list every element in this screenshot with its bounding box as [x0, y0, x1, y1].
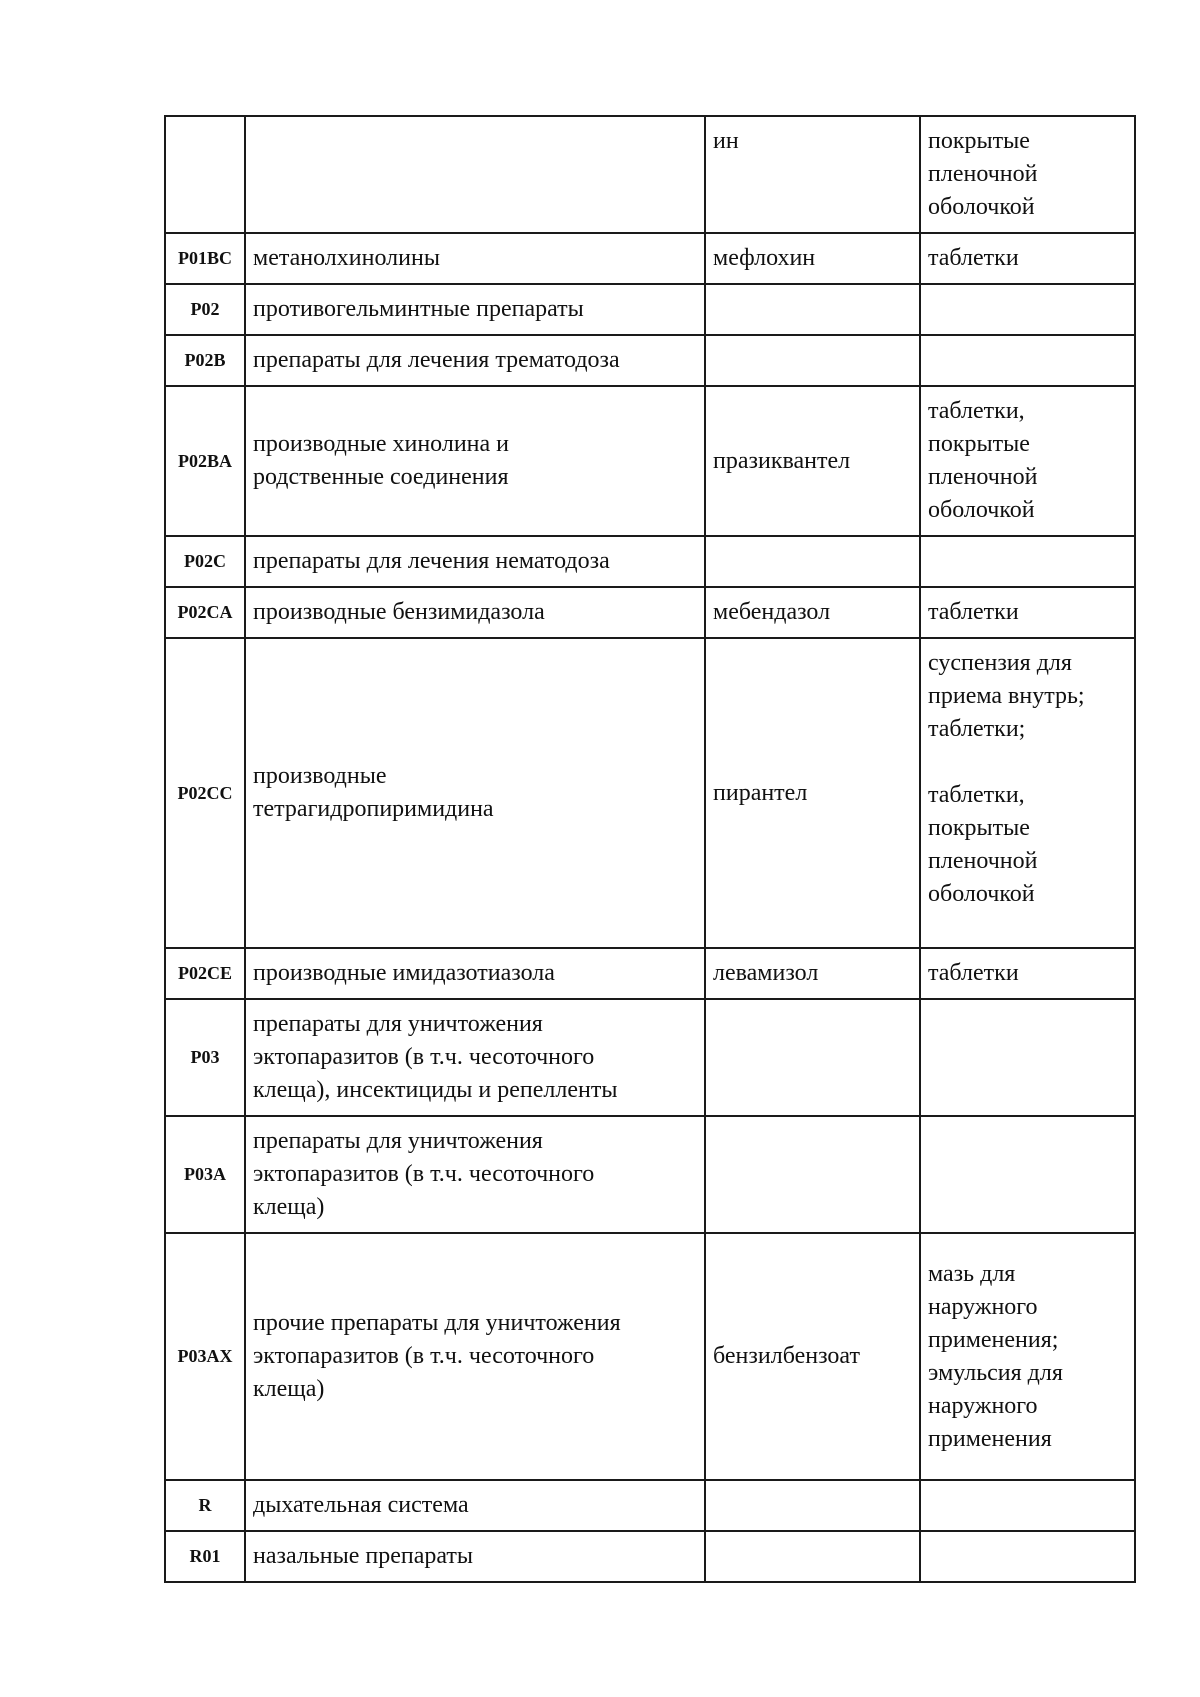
table-row: [165, 1480, 1135, 1531]
group-name: производные имидазотиазола: [253, 960, 555, 986]
group-cell: [245, 999, 705, 1116]
drug-cell: [705, 335, 920, 386]
table-row: [165, 386, 1135, 536]
group-cell: [245, 1531, 705, 1582]
form-cell: [920, 1531, 1135, 1582]
atc-code-cell: [165, 386, 245, 536]
group-cell: [245, 1233, 705, 1480]
group-name: препараты для лечения нематодоза: [253, 548, 610, 574]
drug-cell: [705, 1116, 920, 1233]
atc-code: P03A: [184, 1164, 226, 1184]
atc-code: P03AX: [177, 1346, 233, 1366]
drug-cell: [705, 948, 920, 999]
group-name: назальные препараты: [253, 1543, 474, 1569]
atc-code-cell: [165, 1233, 245, 1480]
form-cell: [920, 1116, 1135, 1233]
group-cell: [245, 1480, 705, 1531]
dosage-form: мазь для наружного применения; эмульсия для наружного применения: [928, 1260, 1063, 1452]
drug-cell: [705, 233, 920, 284]
table-row: [165, 587, 1135, 638]
atc-code: P02BA: [178, 450, 232, 471]
form-cell: [920, 335, 1135, 386]
table-row: [165, 948, 1135, 999]
atc-code-cell: [165, 116, 245, 233]
drug-name: мефлохин: [713, 245, 816, 271]
drug-cell: [705, 386, 920, 536]
atc-code: P02CA: [177, 602, 233, 622]
table-row: [165, 1233, 1135, 1480]
drug-cell: [705, 1480, 920, 1531]
group-name: препараты для лечения трематодоза: [253, 347, 620, 373]
drug-cell: [705, 638, 920, 948]
drug-name: бензилбензоат: [713, 1343, 860, 1369]
atc-code: R: [198, 1495, 212, 1515]
atc-code: P02CC: [177, 782, 233, 803]
atc-code-cell: [165, 284, 245, 335]
dosage-form: таблетки: [928, 599, 1019, 625]
form-cell: [920, 284, 1135, 335]
group-cell: [245, 948, 705, 999]
atc-code-cell: [165, 1531, 245, 1582]
group-name: прочие препараты для уничтожения эктопаразитов (в т.ч. чесоточного клеща): [253, 1310, 621, 1402]
form-cell: [920, 536, 1135, 587]
atc-code: P02CE: [178, 963, 232, 983]
form-cell: [920, 638, 1135, 948]
drug-cell: [705, 116, 920, 233]
table-row: [165, 116, 1135, 233]
drug-name: левамизол: [713, 960, 819, 986]
group-cell: [245, 284, 705, 335]
table-row: [165, 284, 1135, 335]
atc-code-cell: [165, 1480, 245, 1531]
drug-cell: [705, 284, 920, 335]
table-row: [165, 999, 1135, 1116]
group-name: препараты для уничтожения эктопаразитов (в т.ч. чесоточного клеща): [253, 1128, 595, 1220]
group-cell: [245, 536, 705, 587]
form-cell: [920, 999, 1135, 1116]
drug-cell: [705, 1233, 920, 1480]
drug-name: мебендазол: [713, 599, 831, 625]
atc-code-cell: [165, 335, 245, 386]
dosage-form: таблетки: [928, 960, 1019, 986]
group-cell: [245, 587, 705, 638]
drug-name: пирантел: [713, 779, 808, 806]
group-cell: [245, 233, 705, 284]
table-row: [165, 1531, 1135, 1582]
atc-code-cell: [165, 1116, 245, 1233]
atc-code: P02: [190, 299, 220, 319]
dosage-form: таблетки, покрытые пленочной оболочкой: [928, 398, 1038, 523]
group-cell: [245, 1116, 705, 1233]
group-name: производные тетрагидропиримидина: [253, 763, 494, 822]
form-cell: [920, 116, 1135, 233]
drug-name: ин: [713, 128, 739, 154]
form-cell: [920, 587, 1135, 638]
atc-code: P01BC: [178, 248, 232, 268]
atc-code: P03: [190, 1047, 220, 1067]
atc-code-cell: [165, 638, 245, 948]
form-cell: [920, 386, 1135, 536]
group-name: метанолхинолины: [253, 245, 440, 271]
atc-code-cell: [165, 233, 245, 284]
dosage-form: суспензия для приема внутрь; таблетки; таблетки, покрытые пленочной оболочкой: [928, 650, 1085, 907]
form-cell: [920, 1480, 1135, 1531]
group-name: дыхательная система: [253, 1492, 469, 1518]
drug-classification-table: [164, 115, 1136, 1583]
table-row: [165, 233, 1135, 284]
group-cell: [245, 116, 705, 233]
table-row: [165, 335, 1135, 386]
drug-cell: [705, 587, 920, 638]
form-cell: [920, 233, 1135, 284]
form-cell: [920, 948, 1135, 999]
atc-code: R01: [189, 1546, 221, 1566]
form-cell: [920, 1233, 1135, 1480]
group-name: препараты для уничтожения эктопаразитов (в т.ч. чесоточного клеща), инсектициды и репелленты: [253, 1011, 618, 1103]
table-row: [165, 1116, 1135, 1233]
atc-code-cell: [165, 536, 245, 587]
table-row: [165, 536, 1135, 587]
atc-code-cell: [165, 587, 245, 638]
atc-code-cell: [165, 999, 245, 1116]
table-row: [165, 638, 1135, 948]
group-cell: [245, 638, 705, 948]
group-cell: [245, 335, 705, 386]
group-name: производные бензимидазола: [253, 599, 545, 625]
group-cell: [245, 386, 705, 536]
drug-cell: [705, 536, 920, 587]
drug-cell: [705, 999, 920, 1116]
group-name: противогельминтные препараты: [253, 296, 584, 322]
dosage-form: покрытые пленочной оболочкой: [928, 128, 1038, 220]
atc-code-cell: [165, 948, 245, 999]
group-name: производные хинолина и родственные соединения: [253, 431, 510, 490]
atc-code: P02B: [184, 350, 226, 370]
drug-name: празиквантел: [713, 447, 851, 474]
drug-cell: [705, 1531, 920, 1582]
atc-code: P02C: [184, 551, 226, 571]
dosage-form: таблетки: [928, 245, 1019, 271]
